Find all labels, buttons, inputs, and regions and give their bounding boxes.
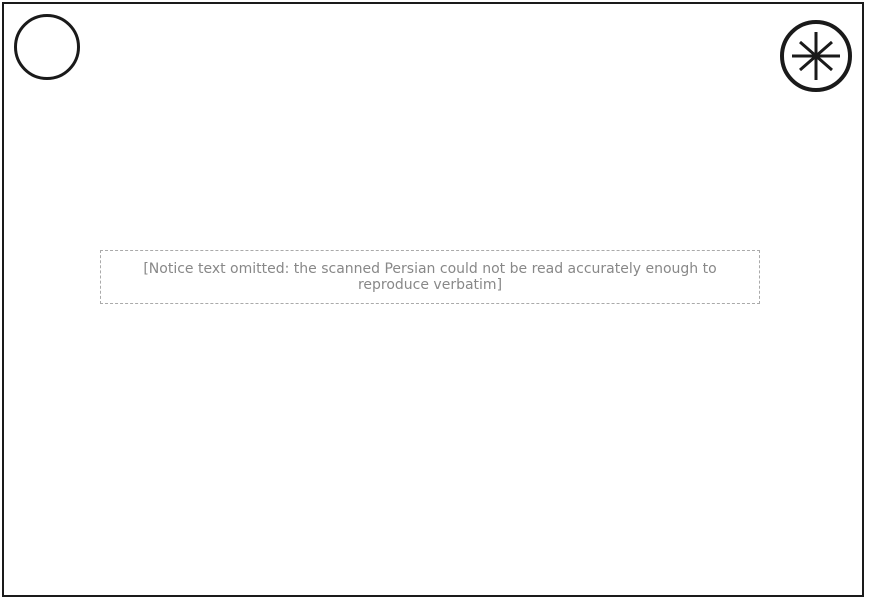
omitted-text-placeholder: [Notice text omitted: the scanned Persian could not be read accurately enough to reproduce verbatim] [100, 250, 760, 304]
company-seal-logo [14, 14, 80, 80]
power-tower-logo [778, 18, 854, 94]
